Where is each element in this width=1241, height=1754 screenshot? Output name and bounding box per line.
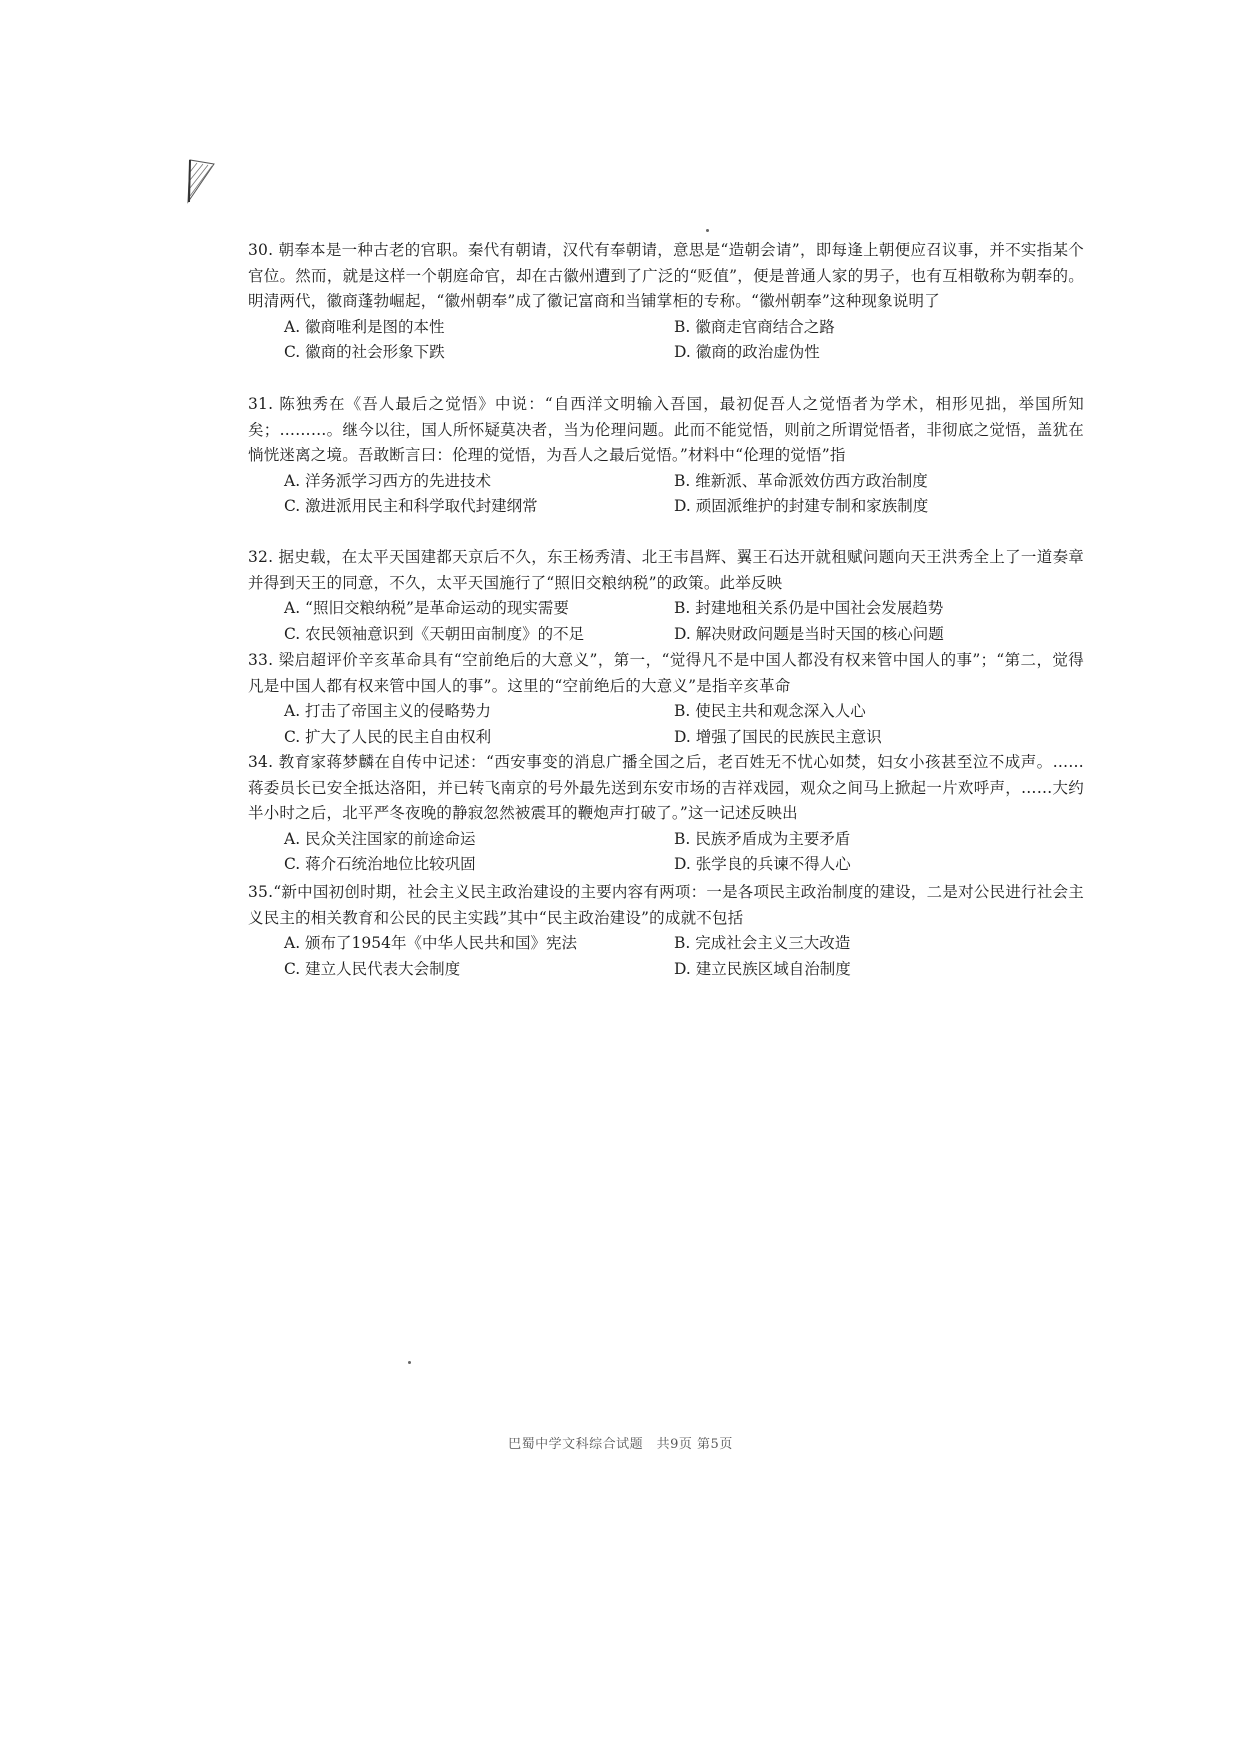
option-d: D. 增强了国民的民族民主意识: [674, 727, 882, 746]
option-a: A. 徽商唯利是图的本性: [284, 317, 445, 336]
option-b: B. 使民主共和观念深入人心: [674, 702, 866, 720]
scan-corner-mark: [186, 158, 216, 204]
option-a: A. 民众关注国家的前途命运: [284, 829, 476, 848]
option-c: C. 蒋介石统治地位比较巩固: [284, 855, 476, 873]
option-b: B. 封建地租关系仍是中国社会发展趋势: [674, 599, 944, 617]
option-a: A. “照旧交粮纳税”是革命运动的现实需要: [284, 599, 569, 617]
question-stem: 35.“新中国初创时期，社会主义民主政治建设的主要内容有两项：一是各项民主政治制度的建设，二是对公民进行社会主义民主的相关教育和公民的民主实践”其中“民主政治建设”的成就不包括: [248, 883, 1084, 927]
option-c: C. 扩大了人民的民主自由权利: [284, 727, 492, 746]
option-a: A. 洋务派学习西方的先进技术: [284, 471, 492, 490]
question-30: [248, 238, 1084, 366]
scan-speck: [408, 1361, 411, 1364]
page-footer: 巴蜀中学文科综合试题 共9页 第5页: [508, 1437, 733, 1452]
answer-options: [284, 596, 1084, 647]
option-c: C. 徽商的社会形象下跌: [284, 343, 445, 361]
scan-speck: [706, 229, 709, 232]
option-d: D. 徽商的政治虚伪性: [674, 343, 820, 361]
question-34: [248, 750, 1084, 878]
option-c: C. 建立人民代表大会制度: [284, 959, 461, 978]
option-b: B. 徽商走官商结合之路: [674, 317, 835, 336]
question-35: [248, 880, 1084, 982]
question-stem: 30. 朝奉本是一种古老的官职。秦代有朝请，汉代有奉朝请，意思是“造朝会请”，即每逢上朝便应召议事，并不实指某个官位。然而，就是这样一个朝庭命官，却在古徽州遭到了广泛的“贬值”，便是普通人家的男子，也有互相敬称为朝奉的。明清两代，徽商蓬勃崛起，“徽州朝奉”成了徽记富商和当铺掌柜的专称。“徽州朝奉”这种现象说明了: [248, 241, 1084, 310]
answer-options: [284, 827, 1084, 878]
question-stem: 32. 据史载，在太平天国建都天京后不久，东王杨秀清、北王韦昌辉、翼王石达开就租赋问题向天王洪秀全上了一道奏章并得到天王的同意，不久，太平天国施行了“照旧交粮纳税”的政策。此举反映: [248, 548, 1084, 592]
option-b: B. 民族矛盾成为主要矛盾: [674, 829, 851, 848]
answer-options: [284, 699, 1084, 750]
question-stem: 31. 陈独秀在《吾人最后之觉悟》中说：“自西洋文明输入吾国，最初促吾人之觉悟者为学术，相形见拙，举国所知矣；………。继今以往，国人所怀疑莫决者，当为伦理问题。此而不能觉悟，则前之所谓觉悟者，非彻底之觉悟，盖犹在惝恍迷离之境。吾敢断言曰：伦理的觉悟，为吾人之最后觉悟。”材料中“伦理的觉悟”指: [248, 395, 1084, 464]
question-31: [248, 392, 1084, 520]
option-d: D. 顽固派维护的封建专制和家族制度: [674, 497, 929, 515]
option-b: B. 维新派、革命派效仿西方政治制度: [674, 471, 928, 490]
question-32: [248, 545, 1084, 647]
option-d: D. 解决财政问题是当时天国的核心问题: [674, 624, 944, 643]
option-c: C. 农民领袖意识到《天朝田亩制度》的不足: [284, 624, 585, 643]
option-d: D. 建立民族区域自治制度: [674, 959, 851, 978]
question-stem: 34. 教育家蒋梦麟在自传中记述：“西安事变的消息广播全国之后，老百姓无不忧心如焚，妇女小孩甚至泣不成声。……蒋委员长已安全抵达洛阳，并已转飞南京的号外最先送到东安市场的吉祥戏园，观众之间马上掀起一片欢呼声，……大约半小时之后，北平严冬夜晚的静寂忽然被震耳的鞭炮声打破了。”这一记述反映出: [248, 753, 1084, 822]
option-c: C. 激进派用民主和科学取代封建纲常: [284, 497, 538, 515]
answer-options: [284, 931, 1084, 982]
option-b: B. 完成社会主义三大改造: [674, 934, 851, 952]
option-a: A. 颁布了1954年《中华人民共和国》宪法: [284, 934, 577, 952]
question-stem: 33. 梁启超评价辛亥革命具有“空前绝后的大意义”，第一，“觉得凡不是中国人都没有权来管中国人的事”；“第二，觉得凡是中国人都有权来管中国人的事”。这里的“空前绝后的大意义”是指辛亥革命: [248, 651, 1084, 695]
option-d: D. 张学良的兵谏不得人心: [674, 855, 851, 873]
question-33: [248, 648, 1084, 750]
answer-options: [284, 315, 1084, 366]
answer-options: [284, 469, 1084, 520]
option-a: A. 打击了帝国主义的侵略势力: [284, 702, 492, 720]
